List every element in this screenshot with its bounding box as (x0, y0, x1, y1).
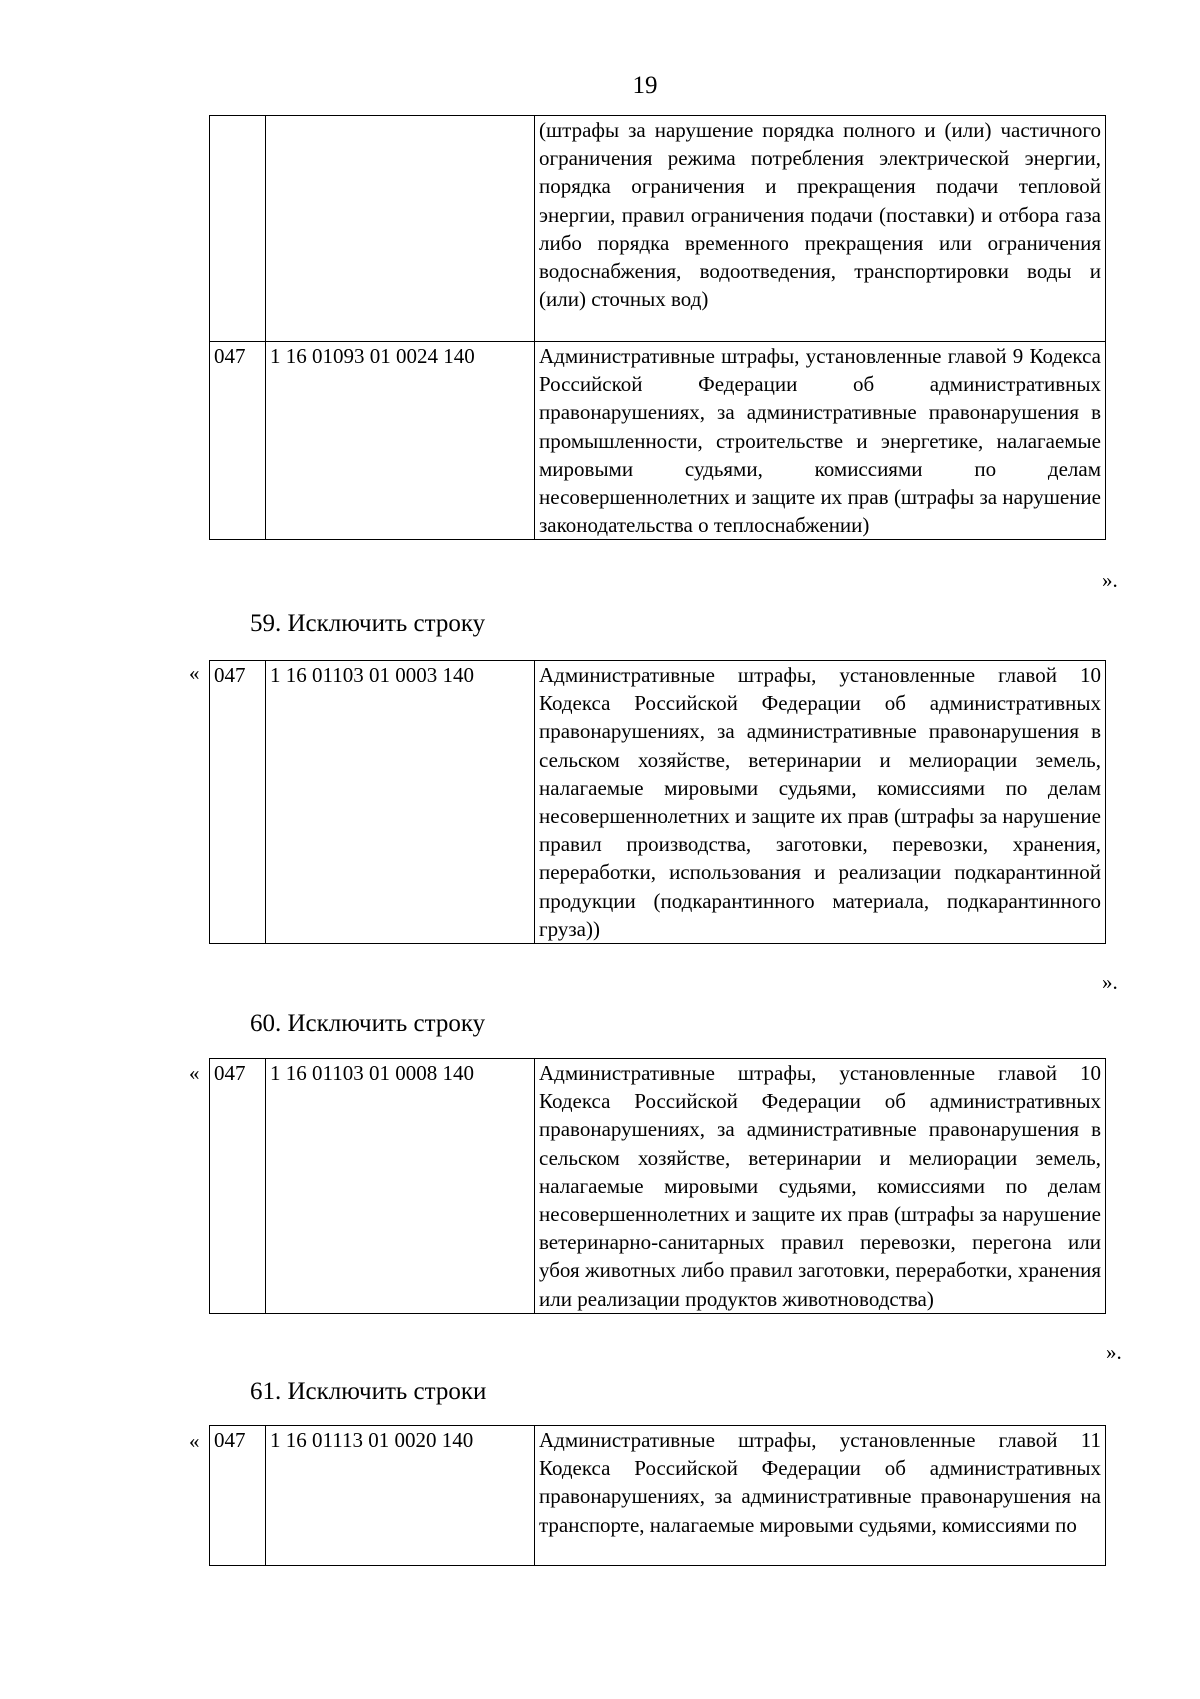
open-quote: « (189, 661, 200, 685)
code-cell: 1 16 01103 01 0008 140 (266, 1059, 535, 1314)
description-cell: Административные штрафы, установленные главой 11 Кодекса Российской Федерации об административных правонарушениях, за административные правонарушения на транспорте, налагаемые мировыми судьями, комиссиями по (535, 1426, 1106, 1566)
table-section-60 (209, 1058, 1106, 1314)
code-cell (266, 116, 535, 342)
section-61-heading: 61. Исключить строки (250, 1378, 487, 1405)
close-quote: ». (1102, 970, 1118, 994)
table-section-59 (209, 660, 1106, 944)
table-section-61 (209, 1425, 1106, 1566)
description-cell: Административные штрафы, установленные главой 10 Кодекса Российской Федерации об административных правонарушениях, за административные правонарушения в сельском хозяйстве, ветеринарии и мелиорации земель, налагаемые мировыми судьями, комиссиями по делам несовершеннолетних и защите их прав (штрафы за нарушение ветеринарно-санитарных правил перевозки, перегона или убоя животных либо правил заготовки, переработки, хранения или реализации продуктов животноводства) (535, 1059, 1106, 1314)
table-row (210, 116, 1106, 342)
admin-cell: 047 (210, 661, 266, 944)
table-row (210, 1426, 1106, 1566)
open-quote: « (189, 1061, 200, 1085)
admin-cell: 047 (210, 342, 266, 540)
close-quote: ». (1102, 568, 1118, 592)
admin-cell: 047 (210, 1059, 266, 1314)
code-cell: 1 16 01113 01 0020 140 (266, 1426, 535, 1566)
description-cell: Административные штрафы, установленные главой 10 Кодекса Российской Федерации об административных правонарушениях, за административные правонарушения в сельском хозяйстве, ветеринарии и мелиорации земель, налагаемые мировыми судьями, комиссиями по делам несовершеннолетних и защите их прав (штрафы за нарушение правил производства, заготовки, перевозки, хранения, переработки, использования и реализации подкарантинной продукции (подкарантинного материала, подкарантинного груза)) (535, 661, 1106, 944)
table-row (210, 661, 1106, 944)
page-number: 19 (632, 72, 658, 99)
code-cell: 1 16 01103 01 0003 140 (266, 661, 535, 944)
table-row (210, 1059, 1106, 1314)
close-quote: ». (1106, 1340, 1122, 1364)
code-cell: 1 16 01093 01 0024 140 (266, 342, 535, 540)
description-cell: Административные штрафы, установленные главой 9 Кодекса Российской Федерации об административных правонарушениях, за административные правонарушения в промышленности, строительстве и энергетике, налагаемые мировыми судьями, комиссиями по делам несовершеннолетних и защите их прав (штрафы за нарушение законодательства о теплоснабжении) (535, 342, 1106, 540)
table-top (209, 115, 1106, 540)
open-quote: « (189, 1429, 200, 1453)
section-60-heading: 60. Исключить строку (250, 1010, 486, 1037)
admin-cell (210, 116, 266, 342)
section-59-heading: 59. Исключить строку (250, 610, 486, 637)
description-cell: (штрафы за нарушение порядка полного и (или) частичного ограничения режима потребления электрической энергии, порядка ограничения и прекращения подачи тепловой энергии, правил ограничения подачи (поставки) и отбора газа либо порядка временного прекращения или ограничения водоснабжения, водоотведения, транспортировки воды и (или) сточных вод) (535, 116, 1106, 342)
admin-cell: 047 (210, 1426, 266, 1566)
table-row (210, 342, 1106, 540)
